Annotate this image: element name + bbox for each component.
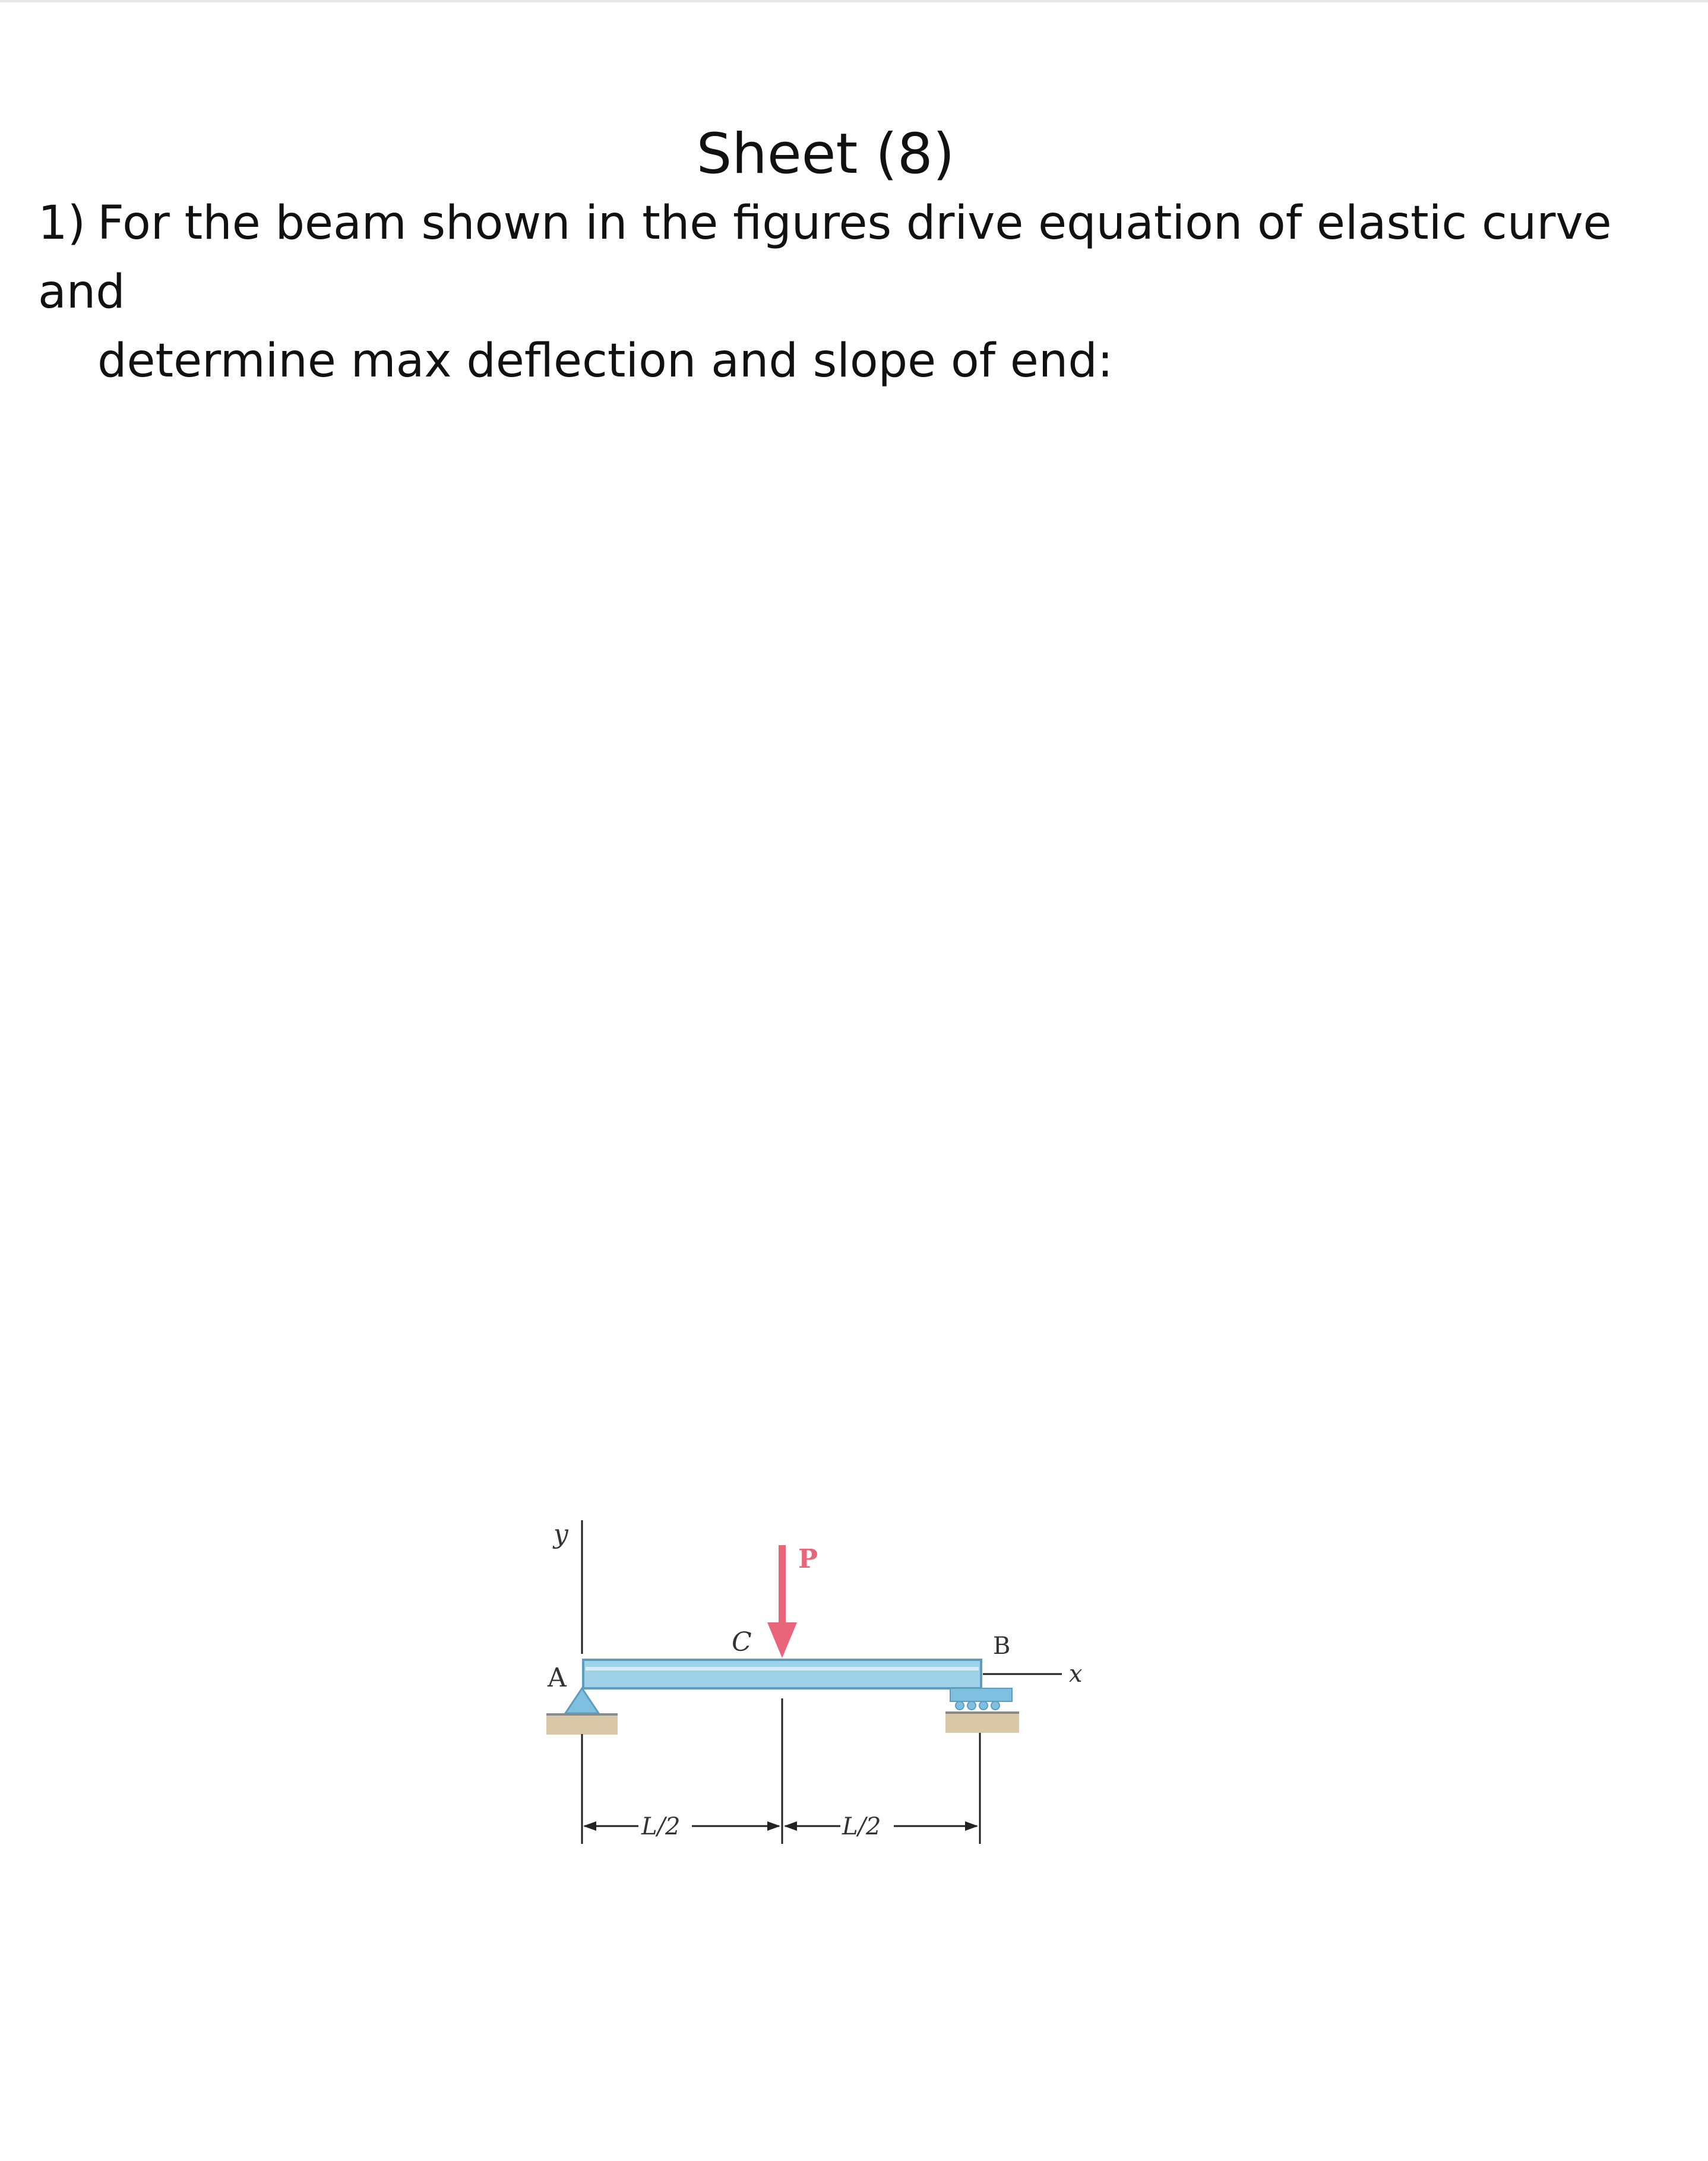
ground-a xyxy=(546,1713,618,1735)
load-arrow-head xyxy=(767,1622,797,1658)
dim-right-label: L/2 xyxy=(842,1813,881,1840)
dim-left-arrow-a xyxy=(583,1821,596,1831)
roller-wheel-1 xyxy=(956,1701,964,1710)
question-text-line-2: determine max deflection and slope of end: xyxy=(97,334,1114,388)
support-b-label: B xyxy=(993,1632,1011,1660)
ground-b xyxy=(945,1711,1019,1733)
roller-support-b xyxy=(950,1688,1012,1701)
load-label: P xyxy=(798,1544,818,1574)
roller-wheel-2 xyxy=(967,1701,976,1710)
dim-left-arrow-b xyxy=(767,1821,780,1831)
sheet-title: Sheet (8) xyxy=(696,122,955,186)
dim-left-label: L/2 xyxy=(641,1813,681,1840)
support-a-label: A xyxy=(548,1663,567,1693)
beam-figure xyxy=(523,1508,1128,1877)
question-line-1 xyxy=(38,189,1641,327)
pin-support-a xyxy=(565,1688,599,1713)
x-axis-label: x xyxy=(1069,1660,1083,1688)
y-axis-label: y xyxy=(553,1519,568,1549)
dim-right-arrow-b xyxy=(965,1821,978,1831)
roller-wheel-4 xyxy=(991,1701,1000,1710)
roller-wheel-3 xyxy=(979,1701,988,1710)
question-number: 1) xyxy=(38,197,86,250)
top-rule xyxy=(0,0,1708,2)
point-c-label: C xyxy=(732,1627,752,1657)
dim-right-arrow-a xyxy=(784,1821,797,1831)
question-text-line-1: For the beam shown in the figures drive equation of elastic curve and xyxy=(38,197,1612,319)
question-1 xyxy=(38,189,1641,396)
beam xyxy=(583,1660,981,1688)
